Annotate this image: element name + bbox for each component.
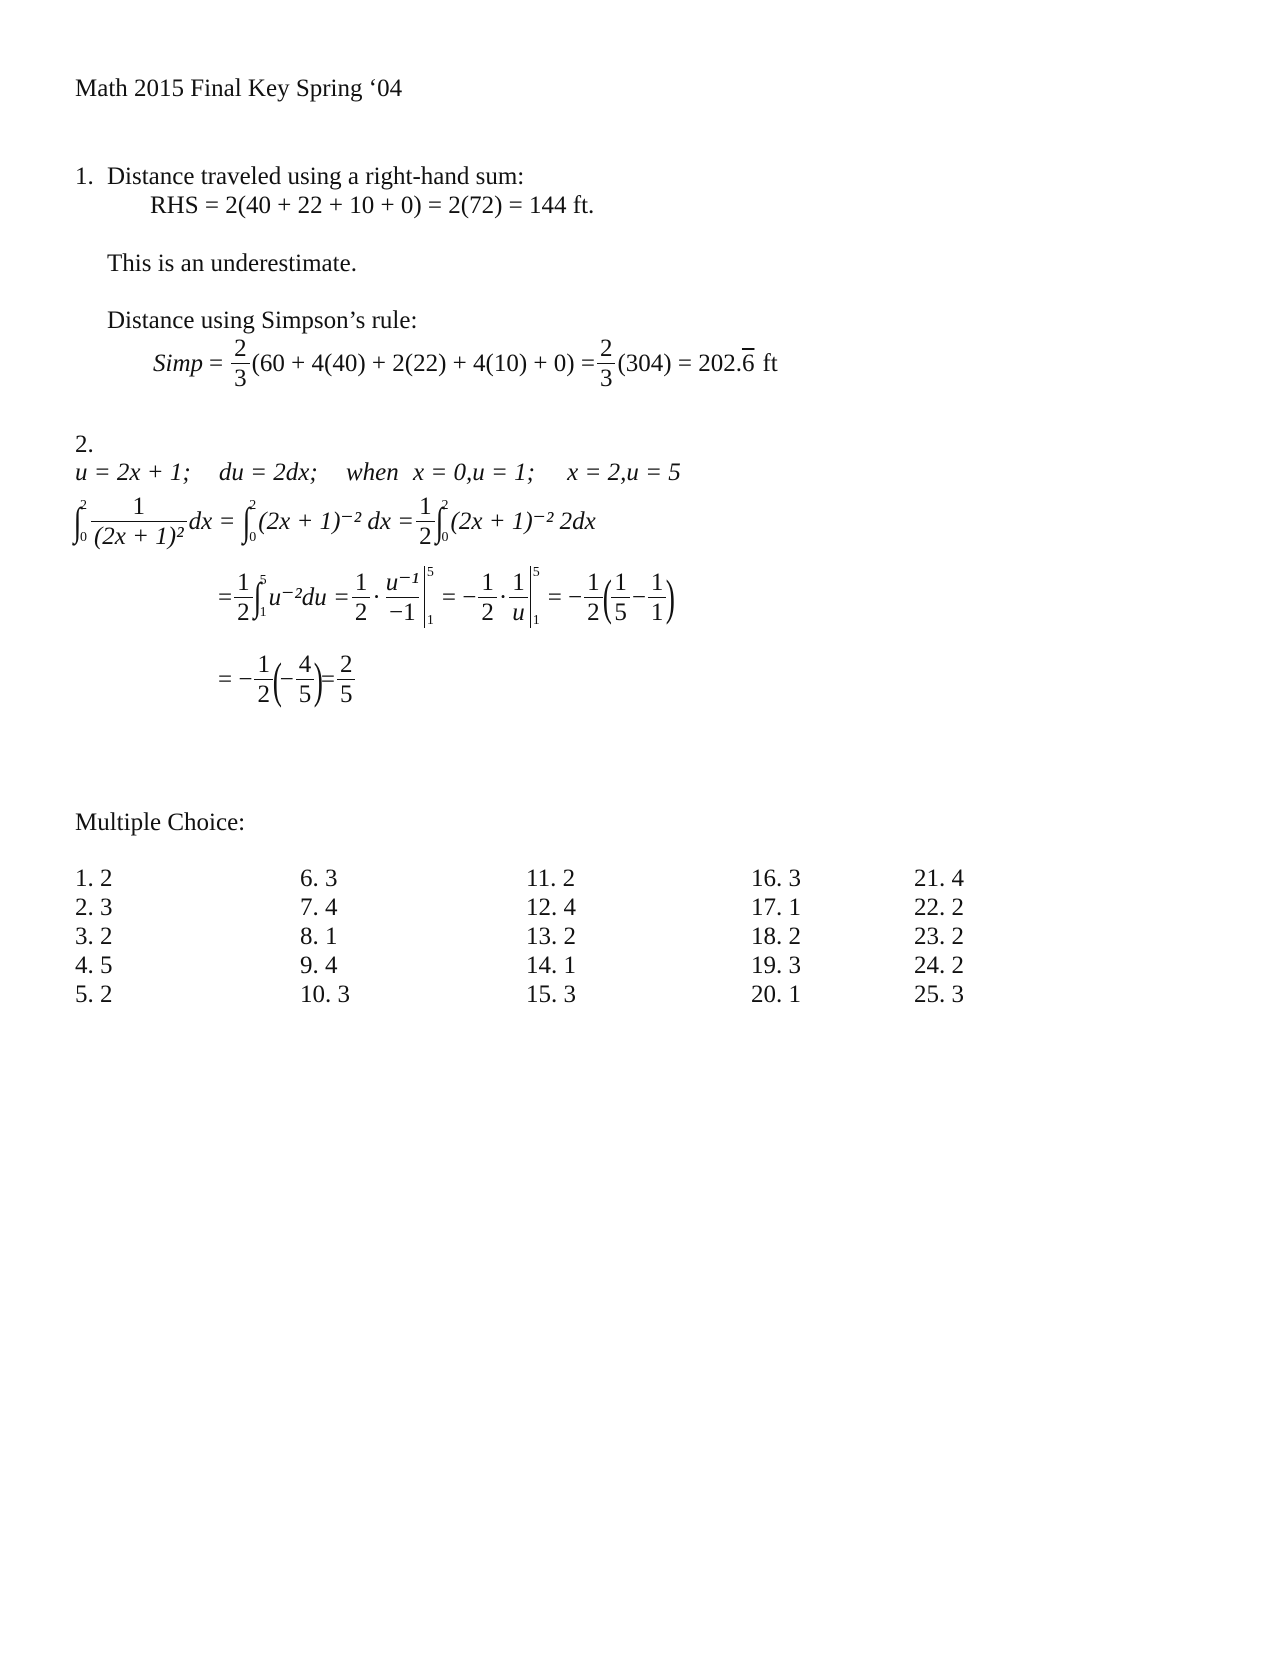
list-item: 16. 3 (751, 865, 801, 892)
list-item: 19. 3 (751, 952, 801, 979)
q1-note: This is an underestimate. (107, 250, 357, 277)
fraction-half: $\frac{1}{2}$ (352, 570, 371, 625)
mc-title: Multiple Choice: (75, 809, 246, 836)
sub-u: u = 2x + 1; (75, 459, 191, 486)
fraction-half: $\frac{1}{2}$ (584, 570, 603, 625)
fraction-half: $\frac{1}{2}$ (416, 494, 435, 549)
list-item: 18. 2 (751, 923, 801, 950)
fraction-u-inverse: u⁻¹ −1 (385, 568, 419, 626)
sub-du: du = 2dx; (218, 459, 318, 486)
integrand-2: (2x + 1)⁻² dx = (258, 508, 415, 535)
fraction-one-over-one: $\frac{1}{1}$ (648, 570, 667, 625)
sub-when: when (345, 459, 399, 486)
simp-repeating-digit: 6 (741, 350, 755, 377)
fraction-half: $\frac{1}{2}$ (234, 570, 253, 625)
integral-sign: ∫ (242, 498, 251, 544)
list-item: 10. 3 (300, 981, 350, 1008)
q2-number: 2. (75, 431, 94, 458)
list-item: 14. 1 (526, 952, 576, 979)
mc-column-1 (75, 864, 113, 1009)
list-item: 12. 4 (526, 894, 576, 921)
integral-sign: ∫ (73, 498, 82, 544)
page-title: Math 2015 Final Key Spring ‘04 (75, 75, 403, 102)
dx-equals: dx = (188, 508, 236, 535)
list-item: 20. 1 (751, 981, 801, 1008)
fraction-result: $\frac{2}{5}$ (337, 652, 356, 707)
sub-x2: x = 2,u = 5 (567, 459, 681, 486)
list-item: 4. 5 (75, 952, 113, 979)
fraction-one-over-u: 1 u (509, 570, 528, 625)
integral-line-2: = $\frac{1}{2}$ ∫ 5 1 u⁻²du = $\frac{1}{2}$ · u⁻¹ −1 5 1 = − $\frac{1}{2}$ · 1 u 5 1 = − $\frac{1}{2}$ ( 1 5 − $\frac{1}{1}$ ) (218, 565, 676, 628)
list-item: 7. 4 (300, 894, 338, 921)
integrand-u: u⁻²du = (268, 583, 350, 611)
list-item: 2. 3 (75, 894, 113, 921)
fraction-half: $\frac{1}{2}$ (478, 570, 497, 625)
fraction-one-fifth: 1 5 (611, 570, 630, 625)
list-item: 15. 3 (526, 981, 576, 1008)
list-item: 3. 2 (75, 923, 113, 950)
simp-expr2: (304) = 202. (617, 350, 742, 377)
simp-unit: ft (762, 350, 778, 377)
fraction-two-thirds-2: $\frac{2}{3}$ (597, 336, 616, 391)
list-item: 23. 2 (914, 923, 964, 950)
integral-sign: ∫ (253, 574, 261, 619)
right-paren: ) (666, 569, 676, 625)
left-paren: ( (272, 651, 282, 708)
integral-line-1 (75, 494, 596, 549)
evaluation-bar: 5 1 (530, 566, 540, 628)
integrand-3: (2x + 1)⁻² 2dx (450, 508, 596, 535)
q1-simpson-heading: Distance using Simpson’s rule: (107, 307, 418, 334)
list-item: 22. 2 (914, 894, 964, 921)
mc-column-3 (526, 864, 576, 1009)
left-paren: ( (602, 569, 612, 625)
mc-column-5 (914, 864, 964, 1009)
q1-heading: Distance traveled using a right-hand sum: (107, 163, 525, 190)
q1-number: 1. (75, 163, 94, 190)
simp-expr1: (60 + 4(40) + 2(22) + 4(10) + 0) = (251, 350, 595, 377)
integral-sign: ∫ (435, 498, 443, 544)
list-item: 1. 2 (75, 865, 113, 892)
mc-column-2 (300, 864, 350, 1009)
integral-line-3: = − $\frac{1}{2}$ ( − $\frac{4}{5}$ ) = $\frac{2}{5}$ (218, 652, 357, 707)
list-item: 17. 1 (751, 894, 801, 921)
fraction-half: $\frac{1}{2}$ (254, 652, 273, 707)
fraction-two-thirds: $\frac{2}{3}$ (231, 336, 250, 391)
simpson-equation: Simp = $\frac{2}{3}$ (60 + 4(40) + 2(22) + 4(10) + 0) = $\frac{2}{3}$ (304) = 202. 6 ft (153, 335, 778, 392)
list-item: 9. 4 (300, 952, 338, 979)
list-item: 11. 2 (526, 865, 576, 892)
list-item: 5. 2 (75, 981, 113, 1008)
integrand-fraction: 1 (2x + 1)² (91, 494, 187, 549)
list-item: 8. 1 (300, 923, 338, 950)
evaluation-bar: 5 1 (424, 566, 434, 628)
list-item: 21. 4 (914, 865, 964, 892)
q1-rhs: RHS = 2(40 + 22 + 10 + 0) = 2(72) = 144 ft. (150, 192, 595, 219)
integral-limits: 2 0 (249, 497, 257, 545)
substitution-line (75, 460, 681, 485)
list-item: 25. 3 (914, 981, 964, 1008)
list-item: 13. 2 (526, 923, 576, 950)
sub-x0: x = 0,u = 1; (413, 459, 535, 486)
mc-column-4 (751, 864, 801, 1009)
list-item: 6. 3 (300, 865, 338, 892)
integral-limits: 2 0 (79, 497, 87, 545)
fraction-four-fifths: $\frac{4}{5}$ (296, 652, 315, 707)
list-item: 24. 2 (914, 952, 964, 979)
integral-limits: 2 0 (441, 497, 449, 545)
integral-limits: 5 1 (259, 573, 267, 620)
right-paren: ) (313, 651, 324, 708)
simp-lhs: Simp (153, 350, 203, 377)
